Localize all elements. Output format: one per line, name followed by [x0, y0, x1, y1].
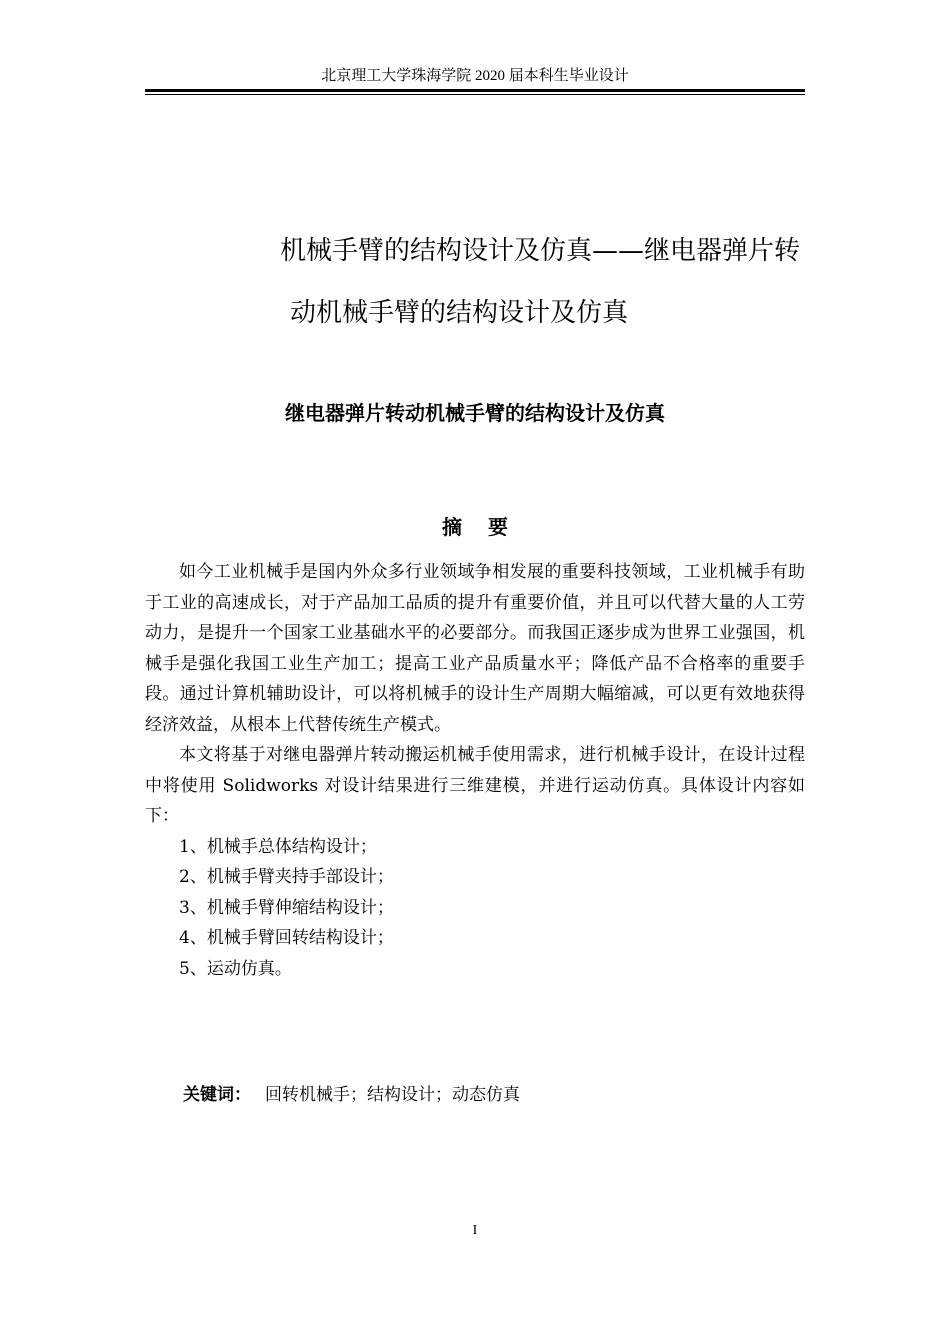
- design-item-4: 4、机械手臂回转结构设计；: [179, 928, 394, 948]
- abstract-heading: 摘要: [442, 515, 534, 539]
- page-number: I: [472, 1223, 478, 1238]
- thesis-title: [150, 220, 800, 344]
- thesis-title-line-2: 动机械手臂的结构设计及仿真: [290, 298, 629, 328]
- design-item-2: 2、机械手臂夹持手部设计；: [179, 867, 394, 887]
- abstract-paragraph-2: 本文将基于对继电器弹片转动搬运机械手使用需求，进行机械手设计，在设计过程中将使用 Solidworks 对设计结果进行三维建模，并进行运动仿真。具体设计内容如下：: [145, 745, 805, 826]
- header-rule-thin: [145, 94, 805, 95]
- design-item-5: 5、运动仿真。: [179, 958, 292, 979]
- abstract-body: [145, 557, 805, 984]
- thesis-title-line-1: 机械手臂的结构设计及仿真——继电器弹片转: [279, 236, 800, 266]
- header-rule-thick: [145, 89, 805, 92]
- keywords: [183, 1080, 803, 1110]
- keywords-value: 回转机械手；结构设计；动态仿真: [265, 1085, 520, 1105]
- abstract-paragraph-1: 如今工业机械手是国内外众多行业领域争相发展的重要科技领域，工业机械手有助于工业的高速成长，对于产品加工品质的提升有重要价值，并且可以代替大量的人工劳动力，是提升一个国家工业基础水平的必要部分。而我国正逐步成为世界工业强国，机械手是强化我国工业生产加工；提高工业产品质量水平；降低产品不合格率的重要手段。通过计算机辅助设计，可以将机械手的设计生产周期大幅缩减，可以更有效地获得经济效益，从根本上代替传统生产模式。: [145, 562, 805, 735]
- design-item-1: 1、机械手总体结构设计；: [179, 836, 377, 857]
- thesis-subtitle: 继电器弹片转动机械手臂的结构设计及仿真: [285, 401, 665, 425]
- page-header: 北京理工大学珠海学院 2020 届本科生毕业设计: [321, 68, 629, 84]
- design-item-3: 3、机械手臂伸缩结构设计；: [179, 897, 394, 918]
- keywords-label: 关键词：: [183, 1085, 251, 1105]
